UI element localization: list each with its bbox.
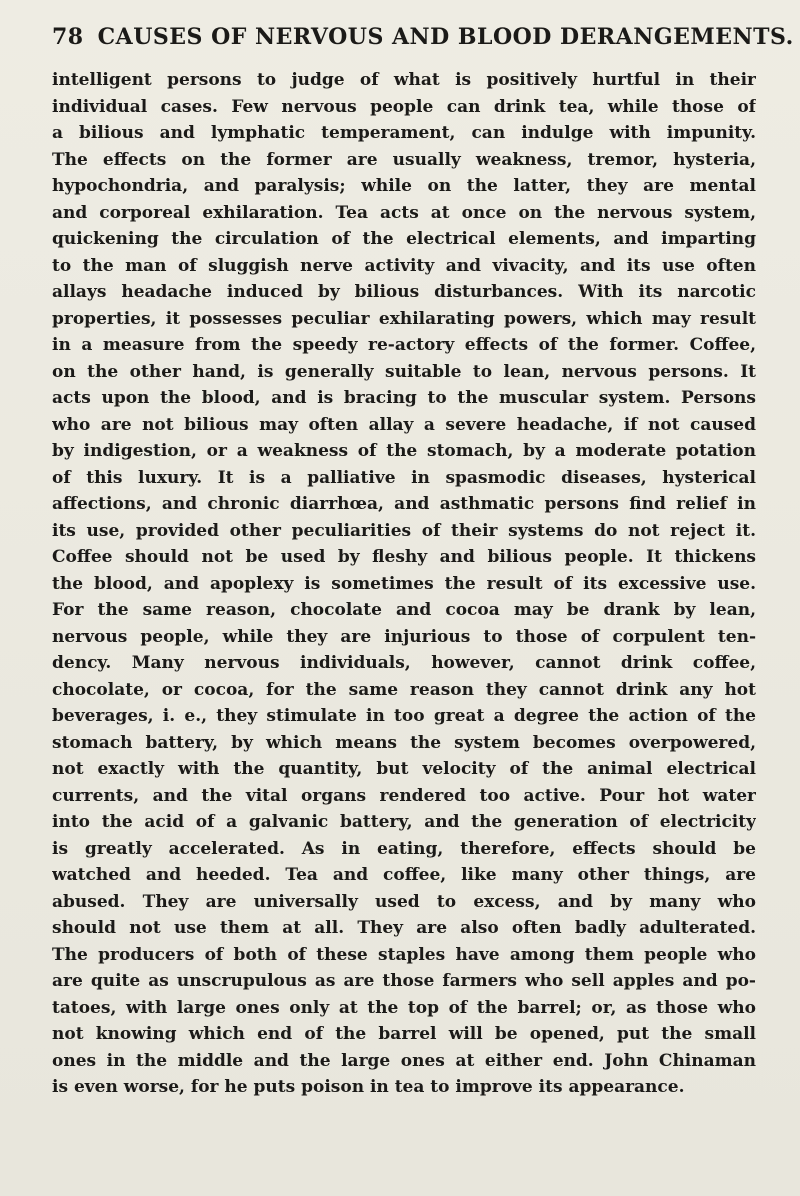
text-line: Coffee should not be used by fleshy and bilious people. It thickens: [52, 547, 756, 567]
text-line: For the same reason, chocolate and cocoa may be drank by lean,: [52, 600, 756, 620]
text-line: to the man of sluggish nerve activity and vivacity, and its use often: [52, 255, 756, 276]
text-line: chocolate, or cocoa, for the same reason they cannot drink any hot: [52, 679, 756, 700]
text-line: by indigestion, or a weakness of the stomach, by a moderate potation: [52, 441, 756, 461]
text-line: the blood, and apoplexy is sometimes the result of its excessive use.: [52, 573, 756, 594]
text-line: are quite as unscrupulous as are those farmers who sell apples and po-: [52, 971, 756, 991]
text-line: of this luxury. It is a palliative in spasmodic diseases, hysterical: [52, 467, 756, 488]
text-line: its use, provided other peculiarities of their systems do not reject it.: [52, 520, 756, 541]
text-line: is greatly accelerated. As in eating, therefore, effects should be: [52, 838, 756, 859]
text-line: not knowing which end of the barrel will be opened, put the small: [52, 1024, 756, 1044]
text-line: not exactly with the quantity, but velocity of the animal electrical: [52, 759, 756, 779]
text-line: should not use them at all. They are also often badly adulterated.: [52, 918, 756, 938]
text-line: watched and heeded. Tea and coffee, like many other things, are: [52, 865, 756, 885]
body-text: [52, 67, 756, 1101]
text-line: hypochondria, and paralysis; while on the latter, they are mental: [52, 176, 756, 196]
text-line: a bilious and lymphatic temperament, can indulge with impunity.: [52, 123, 756, 143]
text-line: The producers of both of these staples have among them people who: [52, 944, 756, 965]
text-line: individual cases. Few nervous people can drink tea, while those of: [52, 96, 756, 117]
text-line: tatoes, with large ones only at the top of the barrel; or, as those who: [52, 997, 756, 1018]
text-line: acts upon the blood, and is bracing to the muscular system. Persons: [52, 388, 756, 408]
text-line: ones in the middle and the large ones at either end. John Chinaman: [52, 1050, 756, 1071]
running-title: CAUSES OF NERVOUS AND BLOOD DERANGEMENTS.: [97, 24, 794, 50]
page-header: [52, 22, 794, 54]
text-line: intelligent persons to judge of what is positively hurtful in their: [52, 70, 756, 90]
text-line: allays headache induced by bilious disturbances. With its narcotic: [52, 282, 756, 302]
text-line: properties, it possesses peculiar exhilarating powers, which may result: [52, 308, 756, 329]
text-line: abused. They are universally used to excess, and by many who: [52, 891, 756, 912]
text-line: affections, and chronic diarrhœa, and asthmatic persons find relief in: [52, 494, 756, 514]
text-line: stomach battery, by which means the system becomes overpowered,: [52, 732, 756, 753]
text-line: beverages, i. e., they stimulate in too great a degree the action of the: [52, 706, 756, 726]
text-line: who are not bilious may often allay a severe headache, if not caused: [52, 414, 756, 435]
text-line: into the acid of a galvanic battery, and the generation of electricity: [52, 812, 756, 832]
text-line: on the other hand, is generally suitable to lean, nervous persons. It: [52, 361, 756, 382]
text-line: The effects on the former are usually weakness, tremor, hysteria,: [52, 149, 756, 170]
text-line: currents, and the vital organs rendered too active. Pour hot water: [52, 785, 756, 806]
text-line: quickening the circulation of the electrical elements, and imparting: [52, 229, 756, 249]
text-line: dency. Many nervous individuals, however, cannot drink coffee,: [52, 653, 756, 673]
text-line: in a measure from the speedy re-actory effects of the former. Coffee,: [52, 335, 756, 355]
text-line: nervous people, while they are injurious to those of corpulent ten-: [52, 626, 756, 647]
text-line: is even worse, for he puts poison in tea to improve its appearance.: [52, 1077, 685, 1097]
text-line: and corporeal exhilaration. Tea acts at once on the nervous system,: [52, 202, 756, 223]
page-number: 78: [52, 24, 84, 50]
